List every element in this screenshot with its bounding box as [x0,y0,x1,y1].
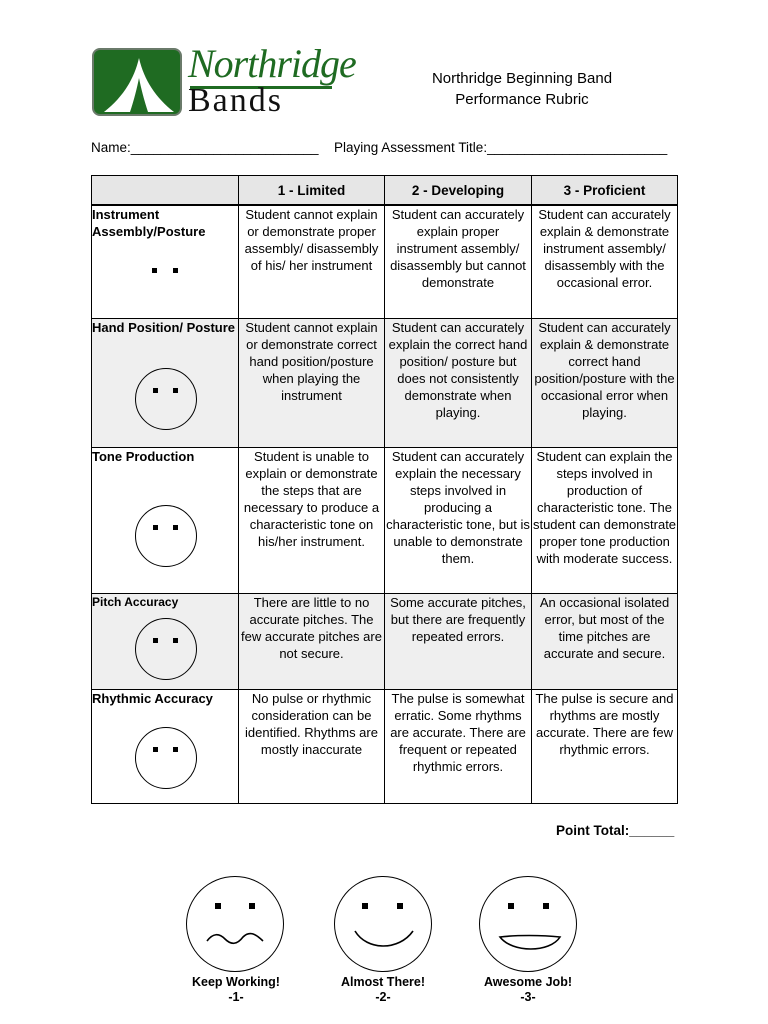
header-limited: 1 - Limited [239,176,385,206]
legend-caption-3 [458,975,598,1005]
criterion-cell [92,318,239,447]
rating-cell: The pulse is somewhat erratic. Some rhythms are accurate. There are frequent or repeated rhythmic errors. [385,689,532,803]
legend-label: Keep Working! [192,975,280,989]
rating-cell: Student cannot explain or demonstrate proper assembly/ disassembly of his/ her instrument [239,205,385,318]
header-developing: 2 - Developing [385,176,532,206]
rating-cell: Student can accurately explain & demonstrate instrument assembly/ disassembly with the occasional error. [532,205,678,318]
rating-cell: No pulse or rhythmic consideration can be identified. Rhythms are mostly inaccurate [239,689,385,803]
legend-score: -2- [375,990,391,1004]
rating-cell: The pulse is secure and rhythms are mostly accurate. There are few rhythmic errors. [532,689,678,803]
northridge-bands-logo [92,41,356,119]
smile-face-icon [334,876,432,972]
table-row [92,318,678,447]
criterion-name: Tone Production [92,448,195,464]
criterion-cell [92,205,239,318]
header-blank [92,176,239,206]
criterion-name: Pitch Accuracy [92,594,179,609]
rating-cell: Student is unable to explain or demonstrate the steps that are necessary to produce a characteristic tone on his/her instrument. [239,447,385,593]
table-header-row [92,176,678,206]
blank-face-icon [135,727,197,789]
legend-score: -3- [520,990,536,1004]
blank-face-icon [135,368,197,430]
header-proficient: 3 - Proficient [532,176,678,206]
criterion-name: Rhythmic Accuracy [92,690,213,706]
page-title [380,68,664,110]
rating-cell: Student can explain the steps involved in production of characteristic tone. The student can demonstrate proper tone production with moderate success. [532,447,678,593]
name-field[interactable]: Name:_________________________ [91,140,319,155]
criterion-name: Instrument Assembly/Posture [92,207,206,239]
rating-cell: Student can accurately explain the correct hand position/ posture but does not consistently demonstrate when playing. [385,318,532,447]
legend-label: Almost There! [340,975,426,989]
rating-cell: Student can accurately explain the necessary steps involved in producing a characteristic tone, but is unable to demonstrate them. [385,447,532,593]
criterion-cell [92,593,239,689]
logo-brand-script: Northridge [188,41,356,86]
tent-icon [92,48,182,116]
table-row [92,689,678,803]
criterion-cell [92,689,239,803]
big-grin-face-icon [479,876,577,972]
criterion-name: Hand Position/ Posture [92,319,236,335]
title-line-1: Northridge Beginning Band [431,70,613,87]
criterion-cell [92,447,239,593]
legend-caption-2 [313,975,453,1005]
blank-face-icon [135,618,197,680]
legend-label: Awesome Job! [484,975,572,989]
rating-cell: Student can accurately explain & demonstrate correct hand position/posture with the occasional error when playing. [532,318,678,447]
table-row [92,205,678,318]
assessment-title-field[interactable]: Playing Assessment Title:________________________ [334,140,668,155]
eyes-icon [148,268,210,288]
point-total-field[interactable]: Point Total:______ [556,823,675,838]
title-line-2: Performance Rubric [455,91,589,108]
legend-caption-1 [166,975,306,1005]
rubric-table [91,175,678,804]
rating-cell: There are little to no accurate pitches. The few accurate pitches are not secure. [239,593,385,689]
wavy-mouth-face-icon [186,876,284,972]
blank-face-icon [135,505,197,567]
rating-cell: An occasional isolated error, but most of the time pitches are accurate and secure. [532,593,678,689]
table-row [92,593,678,689]
rating-cell: Student cannot explain or demonstrate correct hand position/posture when playing the instrument [239,318,385,447]
legend-score: -1- [228,990,244,1004]
rating-cell: Student can accurately explain proper instrument assembly/ disassembly but cannot demonstrate [385,205,532,318]
logo-brand-word: Bands [188,82,283,119]
rating-cell: Some accurate pitches, but there are frequently repeated errors. [385,593,532,689]
table-row [92,447,678,593]
